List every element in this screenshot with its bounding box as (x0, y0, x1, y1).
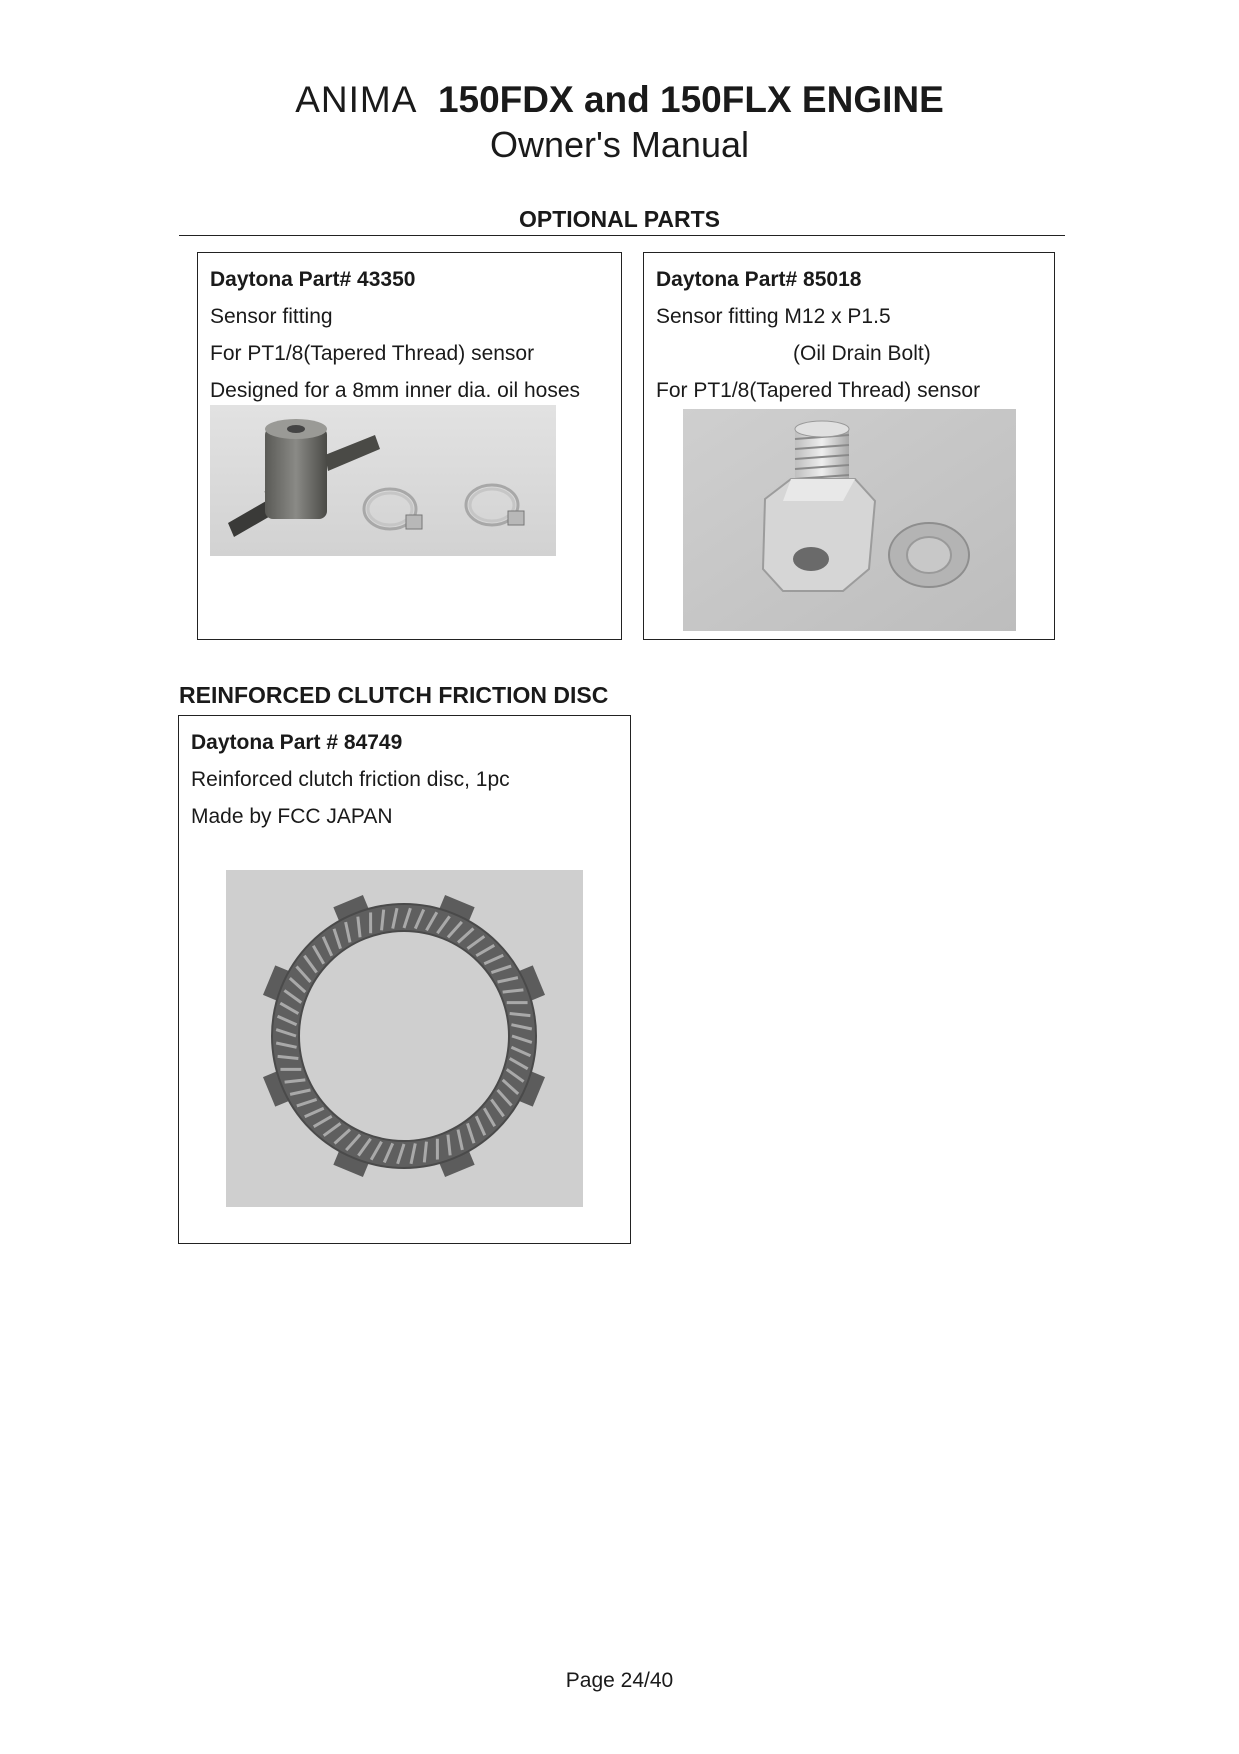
part-number: Daytona Part# 85018 (656, 268, 862, 291)
clutch-friction-disc-photo (226, 870, 583, 1207)
part-text (656, 261, 1046, 409)
part-text (191, 724, 622, 835)
sensor-fitting-hose-photo (210, 405, 556, 556)
part-description: Designed for a 8mm inner dia. oil hoses (210, 379, 581, 402)
section-divider (179, 235, 1065, 236)
part-description: Reinforced clutch friction disc, 1pc (191, 768, 510, 791)
engine-title: 150FDX and 150FLX ENGINE (437, 79, 944, 120)
brand-name: ANIMA (295, 79, 418, 120)
part-description: For PT1/8(Tapered Thread) sensor (656, 379, 981, 402)
part-description: Sensor fitting M12 x P1.5 (656, 305, 891, 328)
part-text (210, 261, 613, 409)
part-number: Daytona Part# 43350 (210, 268, 416, 291)
part-description: For PT1/8(Tapered Thread) sensor (210, 342, 535, 365)
part-number: Daytona Part # 84749 (191, 731, 403, 754)
document-title (0, 76, 1239, 124)
clutch-heading: REINFORCED CLUTCH FRICTION DISC (179, 682, 609, 708)
part-description: Made by FCC JAPAN (191, 805, 393, 828)
sensor-fitting-drain-bolt-photo (683, 409, 1016, 631)
document-subtitle: Owner's Manual (490, 124, 749, 165)
page-number: Page 24/40 (565, 1669, 674, 1692)
optional-parts-heading: OPTIONAL PARTS (518, 206, 721, 232)
part-description: Sensor fitting (210, 305, 333, 328)
part-description: (Oil Drain Bolt) (793, 342, 931, 365)
